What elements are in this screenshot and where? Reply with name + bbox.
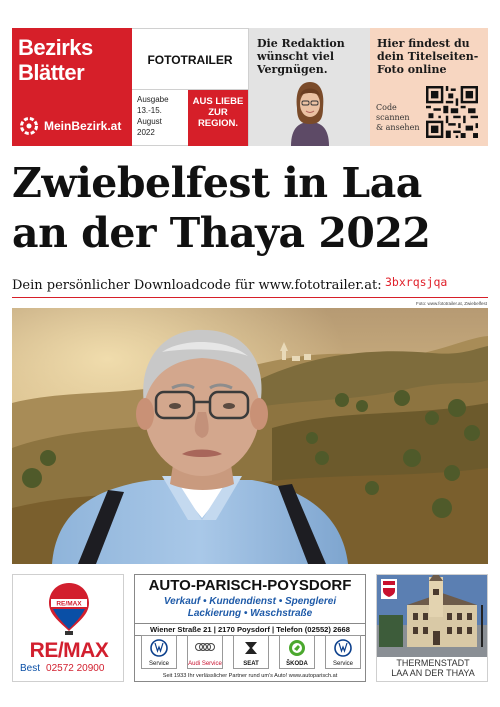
brand-vwn-label: Service: [332, 661, 353, 667]
bezirksblaetter-logo[interactable]: [12, 28, 132, 146]
titelseite-text: Hier findest du dein Titelseiten-Foto online: [377, 37, 479, 76]
remax-phone: 02572 20900: [46, 663, 105, 674]
editor-portrait: [285, 76, 335, 146]
issue-date: Ausgabe 13.-15. August 2022: [137, 95, 169, 137]
svg-text:RE/MAX: RE/MAX: [56, 600, 82, 608]
photo-credit: Foto: www.fototrailer.at, Zwiebelfest: [415, 301, 487, 306]
parisch-services-1: Verkauf • Kundendienst • Spenglerei: [163, 596, 337, 607]
qr-code-icon[interactable]: [426, 86, 478, 138]
vw-logo-icon: [148, 639, 170, 657]
parisch-services-2: Lackierung • Waschstraße: [187, 608, 313, 619]
fototrailer-label: FOTOTRAILER: [132, 29, 248, 90]
logo-title-line2: Blätter: [18, 60, 85, 85]
audi-rings-icon: [194, 639, 216, 657]
headline-line1: Zwiebelfest in Laa: [12, 159, 422, 207]
brand-vw: [141, 635, 177, 669]
download-row: [12, 275, 488, 296]
auto-parisch-ad[interactable]: [134, 574, 366, 682]
divider: [12, 297, 488, 298]
town-hall-image: [377, 575, 488, 657]
titelseite-box: [370, 28, 488, 146]
brand-audi-label: Audi Service: [188, 661, 222, 667]
redaktion-text: Die Redaktion wünscht viel Vergnügen.: [257, 37, 345, 76]
brand-audi: [187, 635, 223, 669]
remax-name: RE/MAX: [29, 639, 109, 662]
brand-vw-label: Service: [148, 661, 169, 667]
brand-skoda: [279, 635, 315, 669]
brand-seat: [233, 635, 269, 669]
cover-photo: [12, 308, 488, 564]
thermenstadt-ad[interactable]: [376, 574, 488, 682]
meinbezirk-brand: [18, 115, 121, 137]
meinbezirk-ring-icon: [18, 115, 40, 137]
remax-contact: [20, 663, 104, 674]
parisch-footer: Seit 1933 Ihr verlässlicher Partner rund um's Auto! www.autoparisch.at: [162, 673, 338, 679]
remax-branch: Best: [20, 663, 41, 674]
headline: [12, 158, 492, 258]
remax-ad[interactable]: [12, 574, 124, 682]
brand-skoda-label: ŠKODA: [286, 661, 308, 667]
redaktion-box: [249, 28, 370, 146]
scan-hint: Code scannen & ansehen: [376, 103, 420, 132]
logo-title: [12, 28, 132, 85]
thermenstadt-text: THERMENSTADT LAA AN DER THAYA: [391, 658, 475, 678]
headline-line2: an der Thaya 2022: [12, 209, 431, 257]
download-code[interactable]: 3bxrqsjqa: [385, 275, 448, 289]
parisch-title: AUTO-PARISCH-POYSDORF: [148, 577, 352, 594]
fototrailer-box: [132, 28, 249, 146]
brand-logos: [141, 635, 361, 669]
remax-balloon-icon: [47, 581, 91, 635]
vw-nutzfahrzeuge-icon: [332, 639, 354, 657]
logo-title-line1: Bezirks: [18, 35, 93, 60]
brand-seat-label: SEAT: [243, 661, 259, 667]
brand-vw-nutzfahrzeuge: [325, 635, 361, 669]
slogan-badge: AUS LIEBE ZUR REGION.: [188, 90, 248, 146]
skoda-logo-icon: [286, 639, 308, 657]
download-label: Dein persönlicher Downloadcode für www.fototrailer.at:: [12, 278, 382, 293]
masthead: [12, 28, 488, 146]
meinbezirk-label: MeinBezirk.at: [44, 119, 122, 133]
seat-logo-icon: [240, 639, 262, 657]
parisch-address: Wiener Straße 21 | 2170 Poysdorf | Telefon (02552) 2668: [135, 623, 365, 636]
